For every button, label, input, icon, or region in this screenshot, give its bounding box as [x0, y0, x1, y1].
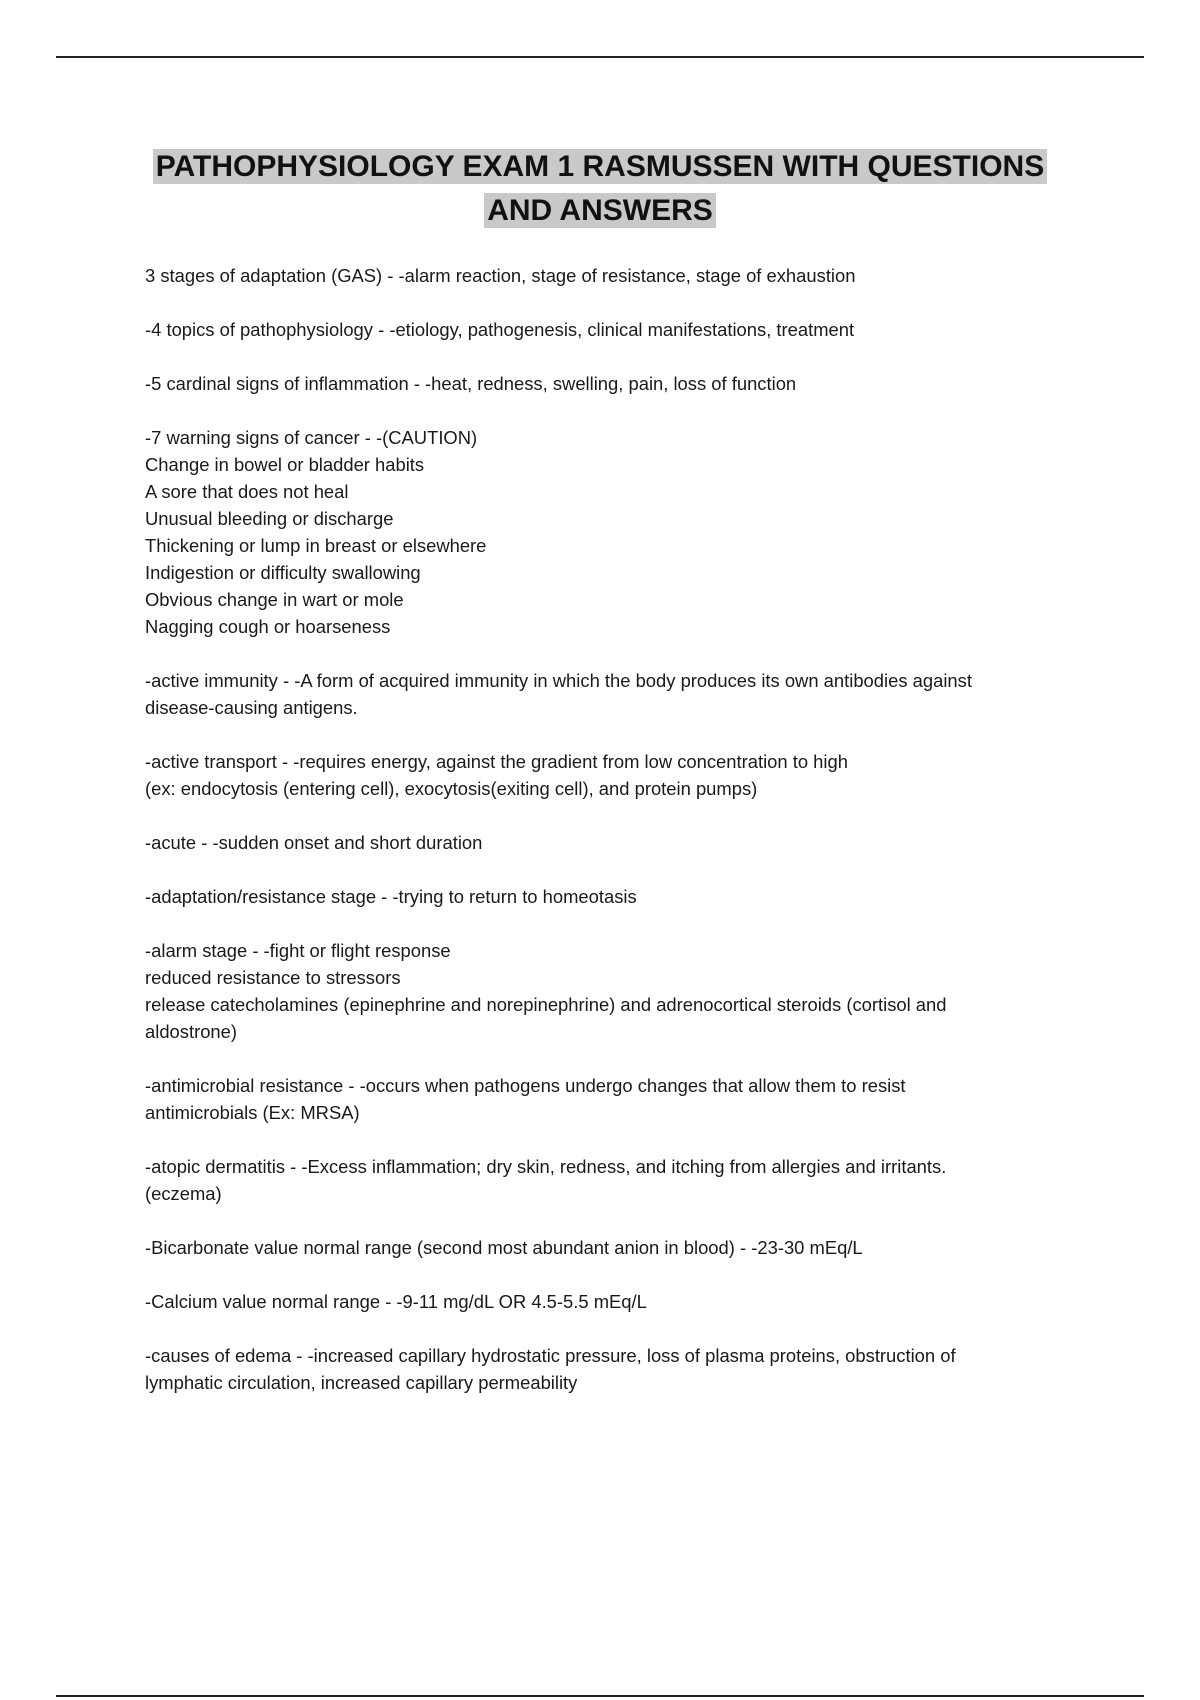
qa-line: disease-causing antigens. [145, 697, 358, 718]
qa-item [145, 748, 1095, 802]
qa-line: reduced resistance to stressors [145, 967, 401, 988]
qa-item [145, 262, 1095, 289]
qa-line: -5 cardinal signs of inflammation - -heat, redness, swelling, pain, loss of function [145, 373, 797, 394]
qa-list [145, 262, 1095, 1423]
qa-line: -acute - -sudden onset and short duration [145, 832, 483, 853]
qa-line: -active transport - -requires energy, against the gradient from low concentration to high [145, 751, 848, 772]
qa-item [145, 316, 1095, 343]
qa-line: -atopic dermatitis - -Excess inflammation; dry skin, redness, and itching from allergies and irritants. [145, 1156, 947, 1177]
qa-line: lymphatic circulation, increased capillary permeability [145, 1372, 578, 1393]
qa-line: -Bicarbonate value normal range (second most abundant anion in blood) - -23-30 mEq/L [145, 1237, 863, 1258]
qa-item [145, 883, 1095, 910]
qa-line: Nagging cough or hoarseness [145, 616, 391, 637]
qa-item [145, 1234, 1095, 1261]
bottom-rule [56, 1695, 1144, 1697]
qa-line: 3 stages of adaptation (GAS) - -alarm reaction, stage of resistance, stage of exhaustion [145, 265, 856, 286]
qa-line: Indigestion or difficulty swallowing [145, 562, 421, 583]
qa-line: (ex: endocytosis (entering cell), exocytosis(exiting cell), and protein pumps) [145, 778, 758, 799]
page-title [100, 145, 1100, 233]
qa-line: -active immunity - -A form of acquired immunity in which the body produces its own antibodies against [145, 670, 972, 691]
qa-item [145, 1288, 1095, 1315]
qa-line: -causes of edema - -increased capillary hydrostatic pressure, loss of plasma proteins, obstruction of [145, 1345, 956, 1366]
qa-item [145, 424, 1095, 640]
qa-item [145, 937, 1095, 1045]
qa-item [145, 829, 1095, 856]
qa-line: antimicrobials (Ex: MRSA) [145, 1102, 360, 1123]
qa-item [145, 667, 1095, 721]
qa-line: -alarm stage - -fight or flight response [145, 940, 451, 961]
page-title-line-2: AND ANSWERS [484, 193, 716, 228]
qa-line: -antimicrobial resistance - -occurs when pathogens undergo changes that allow them to resist [145, 1075, 906, 1096]
qa-line: -Calcium value normal range - -9-11 mg/dL OR 4.5-5.5 mEq/L [145, 1291, 647, 1312]
qa-item [145, 370, 1095, 397]
qa-line: Unusual bleeding or discharge [145, 508, 394, 529]
qa-item [145, 1342, 1095, 1396]
qa-item [145, 1072, 1095, 1126]
qa-line: aldostrone) [145, 1021, 238, 1042]
qa-line: release catecholamines (epinephrine and norepinephrine) and adrenocortical steroids (cortisol and [145, 994, 947, 1015]
qa-line: Change in bowel or bladder habits [145, 454, 425, 475]
qa-line: -4 topics of pathophysiology - -etiology, pathogenesis, clinical manifestations, treatment [145, 319, 855, 340]
qa-item [145, 1153, 1095, 1207]
qa-line: Thickening or lump in breast or elsewhere [145, 535, 487, 556]
qa-line: Obvious change in wart or mole [145, 589, 404, 610]
page-title-line-1: PATHOPHYSIOLOGY EXAM 1 RASMUSSEN WITH QUESTIONS [153, 149, 1047, 184]
qa-line: A sore that does not heal [145, 481, 349, 502]
qa-line: -7 warning signs of cancer - -(CAUTION) [145, 427, 478, 448]
qa-line: (eczema) [145, 1183, 222, 1204]
top-rule [56, 56, 1144, 58]
qa-line: -adaptation/resistance stage - -trying to return to homeotasis [145, 886, 637, 907]
